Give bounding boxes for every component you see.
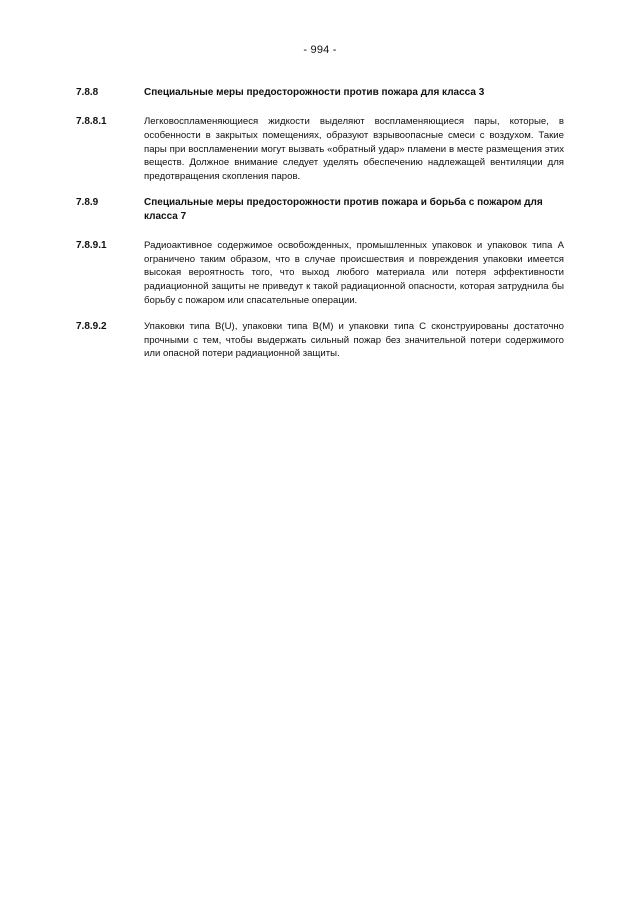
paragraph-number: 7.8.8.1 bbox=[76, 116, 107, 128]
paragraph-7-8-9-2 bbox=[76, 320, 564, 361]
section-heading-7-8-9 bbox=[76, 196, 564, 223]
paragraph-7-8-9-1 bbox=[76, 239, 564, 307]
paragraph-text: Упаковки типа B(U), упаковки типа B(M) и упаковки типа С сконструированы достаточно прочными с тем, чтобы выдержать сильный пожар без значительной потери содержимого или опасной потери радиационной защиты. bbox=[144, 321, 564, 360]
paragraph-text: Радиоактивное содержимое освобожденных, промышленных упаковок и упаковок типа А ограничено таким образом, что в случае происшествия и повреждения упаковки имеется высокая вероятность того, что выход любого материала или потеря эффективности радиационной защиты не приведут к такой радиационной опасности, которая затруднила бы борьбу с пожаром или спасательные операции. bbox=[144, 240, 564, 306]
paragraph-text: Легковоспламеняющиеся жидкости выделяют воспламеняющиеся пары, которые, в особенности в закрытых помещениях, образуют взрывоопасные смеси с воздухом. Такие пары при воспламенении могут вызвать «обратный удар» пламени в месте размещения этих веществ. Должное внимание следует уделять обеспечению надлежащей вентиляции для предотвращения скопления паров. bbox=[144, 116, 564, 182]
paragraph-number: 7.8.9.2 bbox=[76, 321, 107, 333]
paragraph-number: 7.8.9.1 bbox=[76, 240, 107, 252]
section-number: 7.8.8 bbox=[76, 87, 99, 98]
document-body bbox=[76, 86, 564, 361]
section-heading-7-8-8 bbox=[76, 86, 564, 99]
section-title: Специальные меры предосторожности против пожара и борьба с пожаром для класса 7 bbox=[144, 197, 543, 222]
paragraph-7-8-8-1 bbox=[76, 115, 564, 183]
section-title: Специальные меры предосторожности против пожара для класса 3 bbox=[144, 87, 485, 98]
page-number: - 994 - bbox=[303, 44, 337, 56]
section-number: 7.8.9 bbox=[76, 197, 99, 209]
